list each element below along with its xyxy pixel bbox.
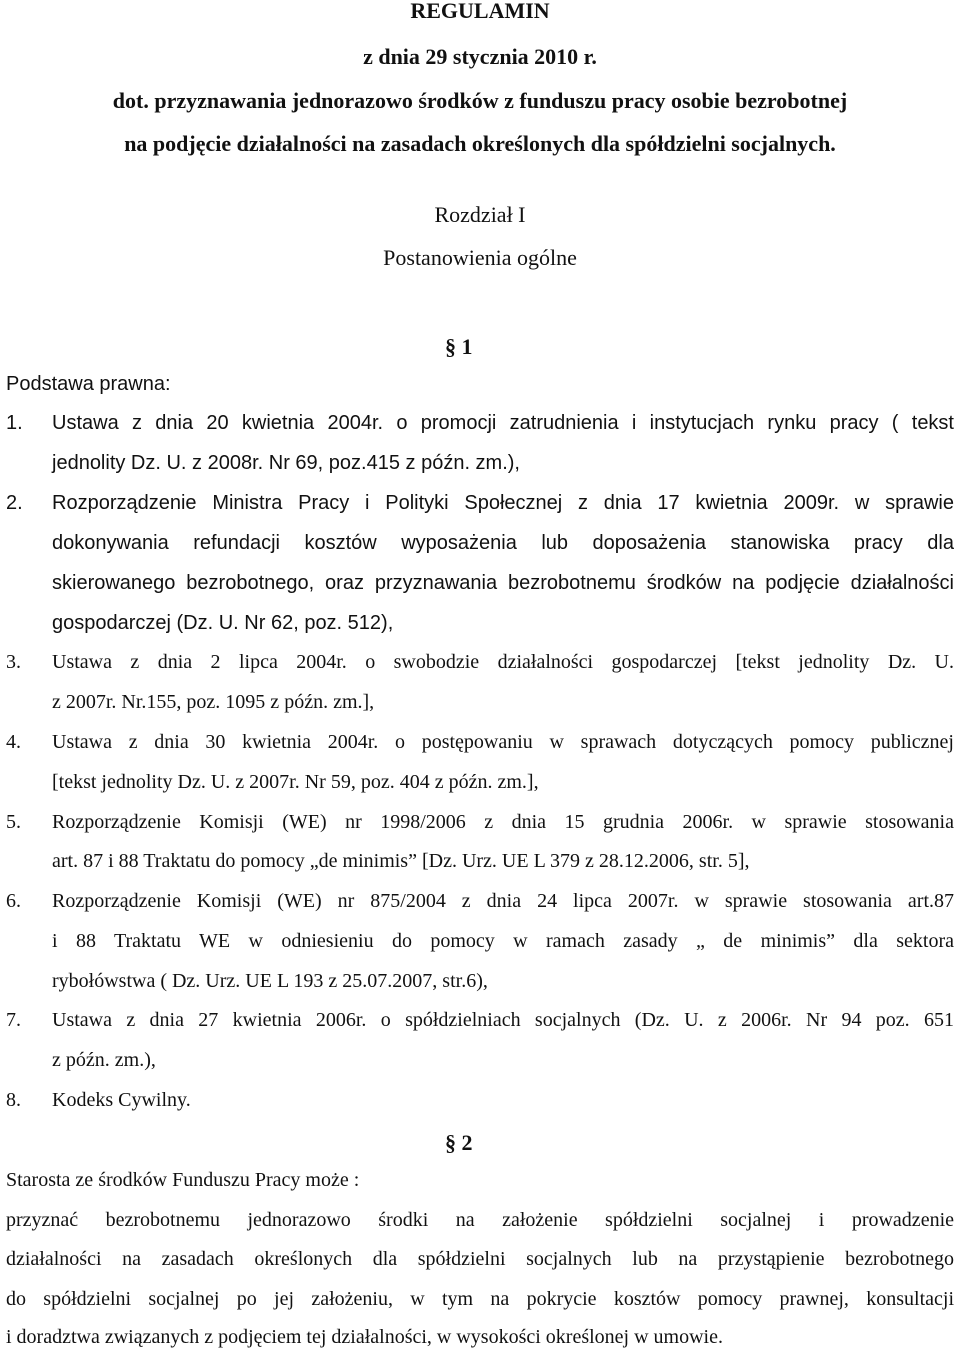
item-7-line-1: Ustawa z dnia 27 kwietnia 2006r. o spółdzielniach socjalnych (Dz. U. z 2006r. Nr 94 poz. 651 xyxy=(52,1010,954,1031)
item-2-line-2: dokonywania refundacji kosztów wyposażenia lub doposażenia stanowiska pracy dla xyxy=(52,533,954,554)
item-1-line-1: Ustawa z dnia 20 kwietnia 2004r. o promocji zatrudnienia i instytucjach rynku pracy ( tekst xyxy=(52,413,954,434)
section-1-sign: § 1 xyxy=(445,334,473,359)
item-7-line-2: z późn. zm.), xyxy=(52,1049,156,1071)
item-2-line-3: skierowanego bezrobotnego, oraz przyznawania bezrobotnemu środków na podjęcie działalności xyxy=(52,573,954,594)
document-subject-line-2: na podjęcie działalności na zasadach określonych dla spółdzielni socjalnych. xyxy=(124,131,836,156)
document-title: REGULAMIN xyxy=(410,0,550,23)
item-1-number: 1. xyxy=(6,412,23,434)
item-5-number: 5. xyxy=(6,811,21,833)
item-6-line-2: i 88 Traktatu WE w odniesieniu do pomocy w ramach zasady „ de minimis” dla sektora xyxy=(52,931,954,952)
item-7-number: 7. xyxy=(6,1009,21,1031)
item-6-line-3: rybołówstwa ( Dz. Urz. UE L 193 z 25.07.2007, str.6), xyxy=(52,970,488,992)
legal-basis-intro: Podstawa prawna: xyxy=(6,373,171,395)
item-5-line-2: art. 87 i 88 Traktatu do pomocy „de minimis” [Dz. Urz. UE L 379 z 28.12.2006, str. 5], xyxy=(52,850,750,872)
item-2-line-4: gospodarczej (Dz. U. Nr 62, poz. 512), xyxy=(52,612,394,634)
item-6-line-1: Rozporządzenie Komisji (WE) nr 875/2004 z dnia 24 lipca 2007r. w sprawie stosowania art.87 xyxy=(52,891,954,912)
item-8-line-1: Kodeks Cywilny. xyxy=(52,1089,191,1111)
section-2-line-4: i doradztwa związanych z podjęciem tej działalności, w wysokości określonej w umowie. xyxy=(6,1326,723,1348)
item-3-line-1: Ustawa z dnia 2 lipca 2004r. o swobodzie działalności gospodarczej [tekst jednolity Dz. U. xyxy=(52,652,954,673)
section-2-sign: § 2 xyxy=(445,1130,473,1155)
item-8-number: 8. xyxy=(6,1089,21,1111)
chapter-name: Postanowienia ogólne xyxy=(383,245,577,270)
item-6-number: 6. xyxy=(6,890,21,912)
item-5-line-1: Rozporządzenie Komisji (WE) nr 1998/2006 z dnia 15 grudnia 2006r. w sprawie stosowania xyxy=(52,812,954,833)
item-3-line-2: z 2007r. Nr.155, poz. 1095 z późn. zm.], xyxy=(52,691,375,713)
section-2-intro: Starosta ze środków Funduszu Pracy może : xyxy=(6,1169,360,1191)
item-3-number: 3. xyxy=(6,651,21,673)
item-4-line-2: [tekst jednolity Dz. U. z 2007r. Nr 59, poz. 404 z późn. zm.], xyxy=(52,771,539,793)
section-2-line-3: do spółdzielni socjalnej po jej założeniu, w tym na pokrycie kosztów pomocy prawnej, konsultacji xyxy=(6,1289,954,1310)
document-subject-line-1: dot. przyznawania jednorazowo środków z funduszu pracy osobie bezrobotnej xyxy=(112,88,848,113)
section-2-line-1: przyznać bezrobotnemu jednorazowo środki na założenie spółdzielni socjalnej i prowadzenie xyxy=(6,1210,954,1231)
item-2-number: 2. xyxy=(6,492,23,514)
item-4-number: 4. xyxy=(6,731,21,753)
chapter-number: Rozdział I xyxy=(434,202,526,227)
item-2-line-1: Rozporządzenie Ministra Pracy i Polityki Społecznej z dnia 17 kwietnia 2009r. w sprawie xyxy=(52,493,954,514)
item-4-line-1: Ustawa z dnia 30 kwietnia 2004r. o postępowaniu w sprawach dotyczących pomocy publicznej xyxy=(52,732,954,753)
item-1-line-2: jednolity Dz. U. z 2008r. Nr 69, poz.415 z późn. zm.), xyxy=(52,452,520,474)
section-2-line-2: działalności na zasadach określonych dla spółdzielni socjalnych lub na przystąpienie bezrobotnego xyxy=(6,1249,954,1270)
document-date: z dnia 29 stycznia 2010 r. xyxy=(363,44,597,69)
